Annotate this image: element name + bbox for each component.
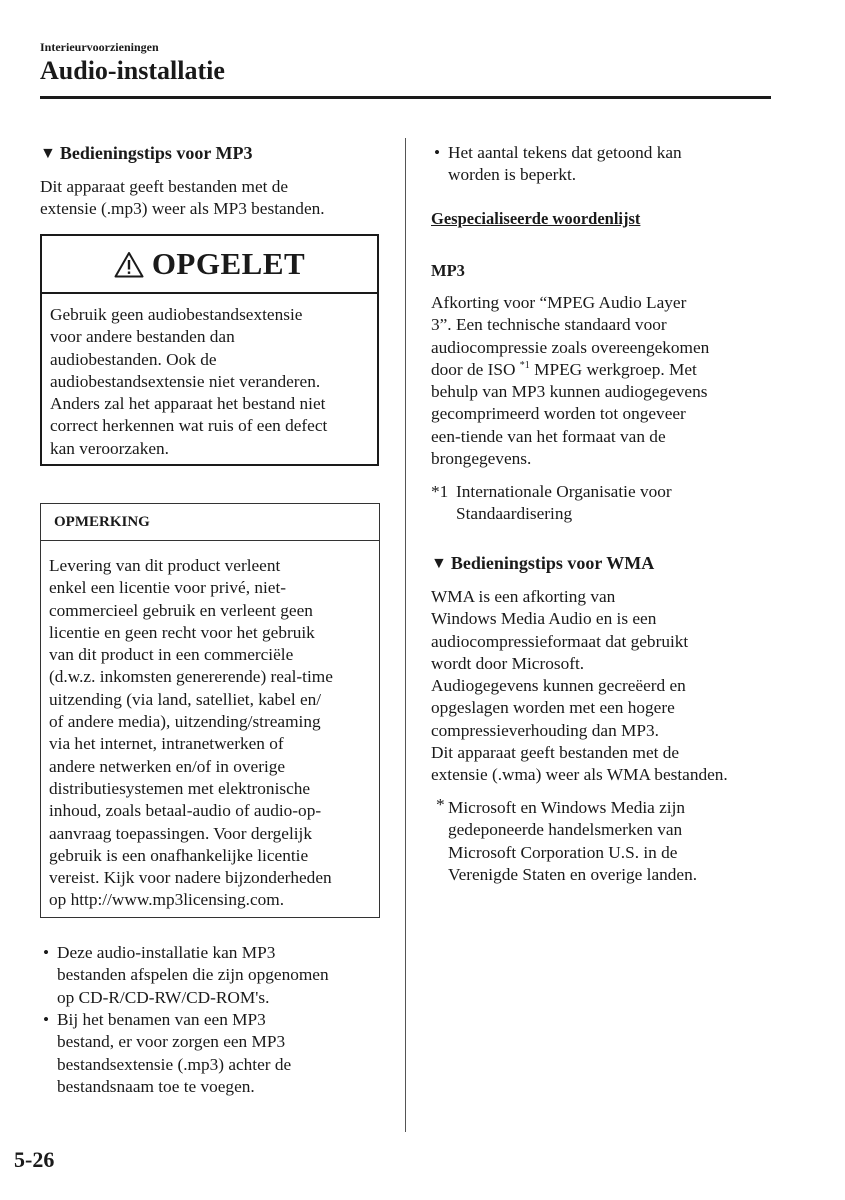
caution-line: correct herkennen wat ruis of een defect	[50, 416, 328, 436]
triangle-down-icon: ▼	[40, 144, 56, 162]
list-item-line: Het aantal tekens dat getoond kan	[448, 143, 682, 162]
list-item-line: bestanden afspelen die zijn opgenomen	[57, 965, 329, 985]
note-line: distributiesystemen met elektronische	[49, 778, 311, 798]
list-item	[43, 942, 329, 1009]
caution-line: Gebruik geen audiobestandsextensie	[50, 305, 303, 324]
mp3-intro-line: extensie (.mp3) weer als MP3 bestanden.	[40, 199, 325, 219]
glossary-definition	[431, 292, 709, 470]
list-item-line: bestandsnaam toe te voegen.	[57, 1076, 255, 1096]
footnote	[431, 481, 672, 526]
list-item-line: bestand, er voor zorgen een MP3	[57, 1032, 286, 1052]
definition-text: MPEG werkgroep. Met	[529, 359, 697, 379]
wma-line: audiocompressieformaat dat gebruikt	[431, 631, 689, 651]
definition-line	[431, 359, 709, 381]
bullet-marker: •	[43, 1010, 50, 1029]
column-divider	[405, 138, 406, 1132]
note-box	[40, 503, 380, 918]
trademark-line: Microsoft Corporation U.S. in de	[448, 842, 678, 862]
bullet-marker: •	[43, 943, 50, 962]
mp3-tips-heading	[40, 143, 253, 164]
title-rule	[40, 96, 771, 99]
wma-line: wordt door Microsoft.	[431, 653, 585, 673]
warning-triangle-icon	[114, 251, 144, 278]
definition-line: brongegevens.	[431, 449, 532, 469]
definition-line: behulp van MP3 kunnen audiogegevens	[431, 382, 708, 402]
note-title: OPMERKING	[41, 504, 379, 541]
trademark-line: Verenigde Staten en overige landen.	[448, 864, 698, 884]
footnote-marker: *1	[431, 482, 449, 501]
wma-line: opgeslagen worden met een hogere	[431, 698, 675, 718]
wma-tips-heading	[431, 553, 654, 574]
note-line: commercieel gebruik en verleent geen	[49, 600, 313, 620]
mp3-intro	[40, 176, 325, 221]
note-line: uitzending (via land, satelliet, kabel en/	[49, 689, 322, 709]
glossary-heading: Gespecialiseerde woordenlijst	[431, 209, 641, 228]
wma-line: compressieverhouding dan MP3.	[431, 720, 659, 740]
note-line: Levering van dit product verleent	[49, 556, 281, 575]
note-line: inhoud, zoals betaal-audio of audio-op-	[49, 801, 322, 821]
caution-line: Anders zal het apparaat het bestand niet	[50, 394, 326, 414]
note-line: of andere media), uitzending/streaming	[49, 712, 321, 732]
caution-box	[40, 234, 379, 466]
definition-line: 3”. Een technische standaard voor	[431, 315, 667, 335]
caution-title: OPGELET	[151, 246, 306, 281]
wma-line: Windows Media Audio en is een	[431, 609, 657, 629]
note-body	[41, 541, 379, 912]
footnote-line: Standaardisering	[456, 504, 573, 524]
list-item-line: Deze audio-installatie kan MP3	[57, 943, 276, 962]
caution-line: kan veroorzaken.	[50, 438, 169, 458]
definition-line: audiocompressie zoals overeengekomen	[431, 337, 710, 357]
note-line: licentie en geen recht voor het gebruik	[49, 622, 315, 642]
glossary-term: MP3	[431, 261, 465, 280]
wma-line: extensie (.wma) weer als WMA bestanden.	[431, 765, 728, 785]
bullet-marker: •	[434, 143, 441, 162]
wma-tips-heading-text: Bedieningstips voor WMA	[450, 553, 655, 573]
page-title: Audio-installatie	[40, 56, 225, 85]
note-line: van dit product in een commerciële	[49, 645, 294, 665]
caution-line: voor andere bestanden dan	[50, 327, 235, 347]
note-line: vereist. Kijk voor nadere bijzonderheden	[49, 868, 332, 888]
definition-line: gecomprimeerd worden tot ongeveer	[431, 404, 686, 424]
list-item-line: bestandsextensie (.mp3) achter de	[57, 1054, 292, 1074]
wma-line: Dit apparaat geeft bestanden met de	[431, 743, 680, 763]
caution-body	[42, 294, 377, 460]
mp3-intro-line: Dit apparaat geeft bestanden met de	[40, 177, 289, 196]
section-label: Interieurvoorzieningen	[40, 40, 159, 54]
list-item-line: worden is beperkt.	[448, 165, 577, 185]
wma-text	[431, 586, 728, 787]
triangle-down-icon: ▼	[431, 554, 447, 572]
page-number: 5-26	[14, 1147, 55, 1172]
caution-line: audiobestandsextensie niet veranderen.	[50, 371, 321, 391]
trademark-line: gedeponeerde handelsmerken van	[448, 820, 683, 840]
asterisk-marker: *	[436, 795, 445, 814]
list-item	[434, 142, 682, 187]
trademark-note	[436, 795, 698, 886]
note-line: (d.w.z. inkomsten genererende) real-time	[49, 667, 333, 687]
note-line: via het internet, intranetwerken of	[49, 734, 284, 754]
caution-line: audiobestanden. Ook de	[50, 349, 217, 369]
note-line: andere netwerken en/of in overige	[49, 756, 286, 776]
mp3-tips-heading-text: Bedieningstips voor MP3	[59, 143, 253, 163]
list-item	[43, 1009, 292, 1098]
list-item-line: op CD-R/CD-RW/CD-ROM's.	[57, 987, 270, 1007]
definition-line: Afkorting voor “MPEG Audio Layer	[431, 293, 687, 312]
list-item-line: Bij het benamen van een MP3	[57, 1010, 266, 1029]
trademark-line: Microsoft en Windows Media zijn	[448, 798, 686, 817]
definition-line: een-tiende van het formaat van de	[431, 426, 666, 446]
wma-line: WMA is een afkorting van	[431, 587, 616, 606]
note-line: aanvraag toepassingen. Voor dergelijk	[49, 823, 312, 843]
wma-line: Audiogegevens kunnen gecreëerd en	[431, 676, 686, 696]
footnote-line: Internationale Organisatie voor	[456, 482, 672, 501]
caution-header	[42, 236, 377, 294]
note-line: op http://www.mp3licensing.com.	[49, 890, 285, 910]
footnote-ref: *1	[519, 360, 530, 372]
note-line: gebruik is een onafhankelijke licentie	[49, 845, 309, 865]
note-line: enkel een licentie voor privé, niet-	[49, 578, 287, 598]
definition-text: door de ISO	[431, 359, 520, 379]
